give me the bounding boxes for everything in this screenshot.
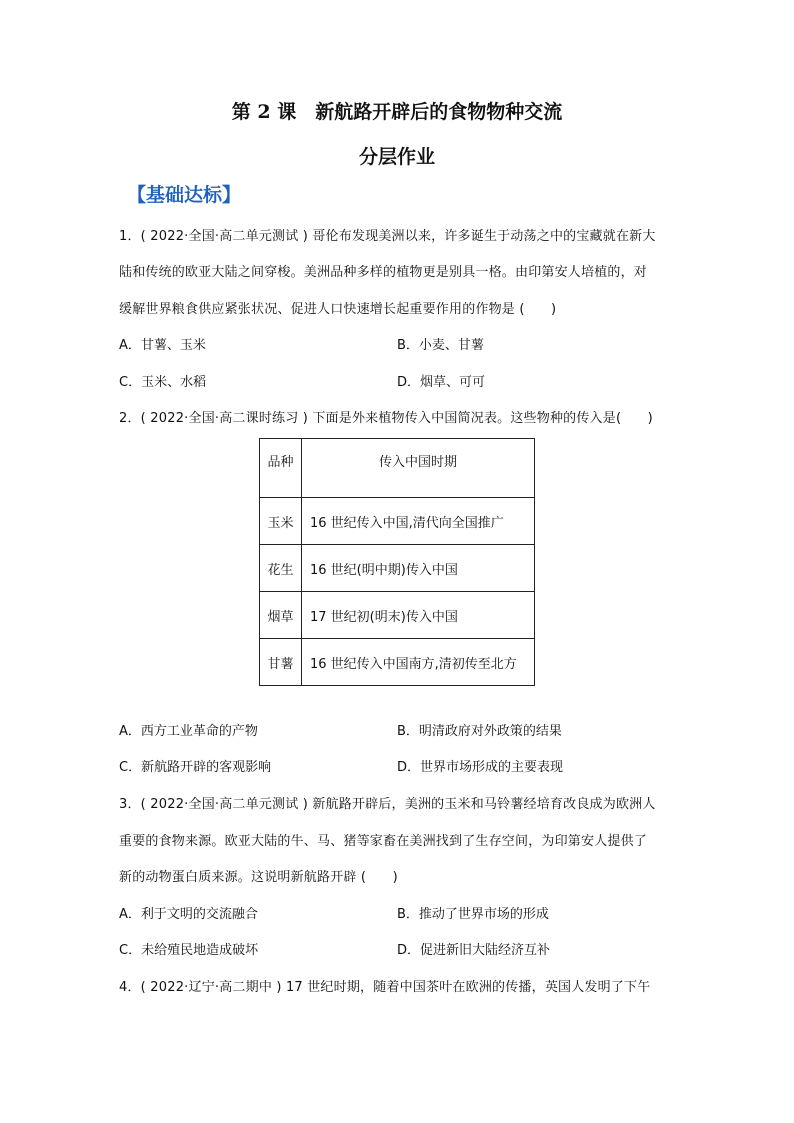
table-cell-period: 16 世纪(明中期)传入中国	[302, 545, 535, 592]
question-3-line-3: 新的动物蛋白质来源。这说明新航路开辟 ( )	[119, 870, 398, 885]
table-row	[260, 592, 535, 639]
table-cell-variety: 烟草	[260, 592, 302, 639]
table-cell-period: 16 世纪传入中国南方,清初传至北方	[302, 639, 535, 686]
table-cell-period: 16 世纪传入中国,清代向全国推广	[302, 498, 535, 545]
question-3-line-2: 重要的食物来源。欧亚大陆的牛、马、猪等家畜在美洲找到了生存空间，为印第安人提供了	[119, 834, 648, 849]
question-1-option-a: A．甘薯、玉米	[119, 338, 206, 353]
page-subtitle: 分层作业	[358, 146, 435, 168]
question-3-option-c: C．未给殖民地造成破坏	[119, 943, 259, 958]
section-heading: 【基础达标】	[127, 184, 242, 206]
table-row	[260, 498, 535, 545]
table-row	[260, 639, 535, 686]
question-1-line-3: 缓解世界粮食供应紧张状况、促进人口快速增长起重要作用的作物是 ( )	[119, 302, 557, 317]
plant-introduction-table	[259, 438, 535, 686]
table-cell-variety: 花生	[260, 545, 302, 592]
question-2-line-1: 2．( 2022·全国·高二课时练习 ) 下面是外来植物传入中国简况表。这些物种的传入是( )	[119, 411, 653, 426]
question-2-option-a: A．西方工业革命的产物	[119, 724, 258, 739]
table-row	[260, 545, 535, 592]
table-cell-variety: 甘薯	[260, 639, 302, 686]
question-4-line-1: 4．( 2022·辽宁·高二期中 ) 17 世纪时期，随着中国茶叶在欧洲的传播，英国人发明了下午	[119, 980, 651, 995]
table-cell-variety: 玉米	[260, 498, 302, 545]
question-1-option-d: D．烟草、可可	[397, 375, 486, 390]
table-header-variety: 品种	[260, 439, 302, 498]
question-2-option-b: B．明清政府对外政策的结果	[397, 724, 562, 739]
table-header-period: 传入中国时期	[302, 439, 535, 498]
page-title: 第 2 课 新航路开辟后的食物物种交流	[231, 101, 563, 123]
question-3-option-b: B．推动了世界市场的形成	[397, 907, 549, 922]
question-1-option-b: B．小麦、甘薯	[397, 338, 484, 353]
question-3-option-a: A．利于文明的交流融合	[119, 907, 258, 922]
table-header-row	[260, 439, 535, 498]
question-1-line-1: 1．( 2022·全国·高二单元测试 ) 哥伦布发现美洲以来，许多诞生于动荡之中的宝藏就在新大	[119, 229, 656, 244]
question-1-line-2: 陆和传统的欧亚大陆之间穿梭。美洲品种多样的植物更是别具一格。由印第安人培植的，对	[119, 265, 648, 280]
table-cell-period: 17 世纪初(明末)传入中国	[302, 592, 535, 639]
question-2-option-d: D．世界市场形成的主要表现	[397, 760, 564, 775]
question-1-option-c: C．玉米、水稻	[119, 375, 207, 390]
question-3-line-1: 3．( 2022·全国·高二单元测试 ) 新航路开辟后，美洲的玉米和马铃薯经培育改良成为欧洲人	[119, 797, 656, 812]
question-2-option-c: C．新航路开辟的客观影响	[119, 760, 272, 775]
question-3-option-d: D．促进新旧大陆经济互补	[397, 943, 551, 958]
